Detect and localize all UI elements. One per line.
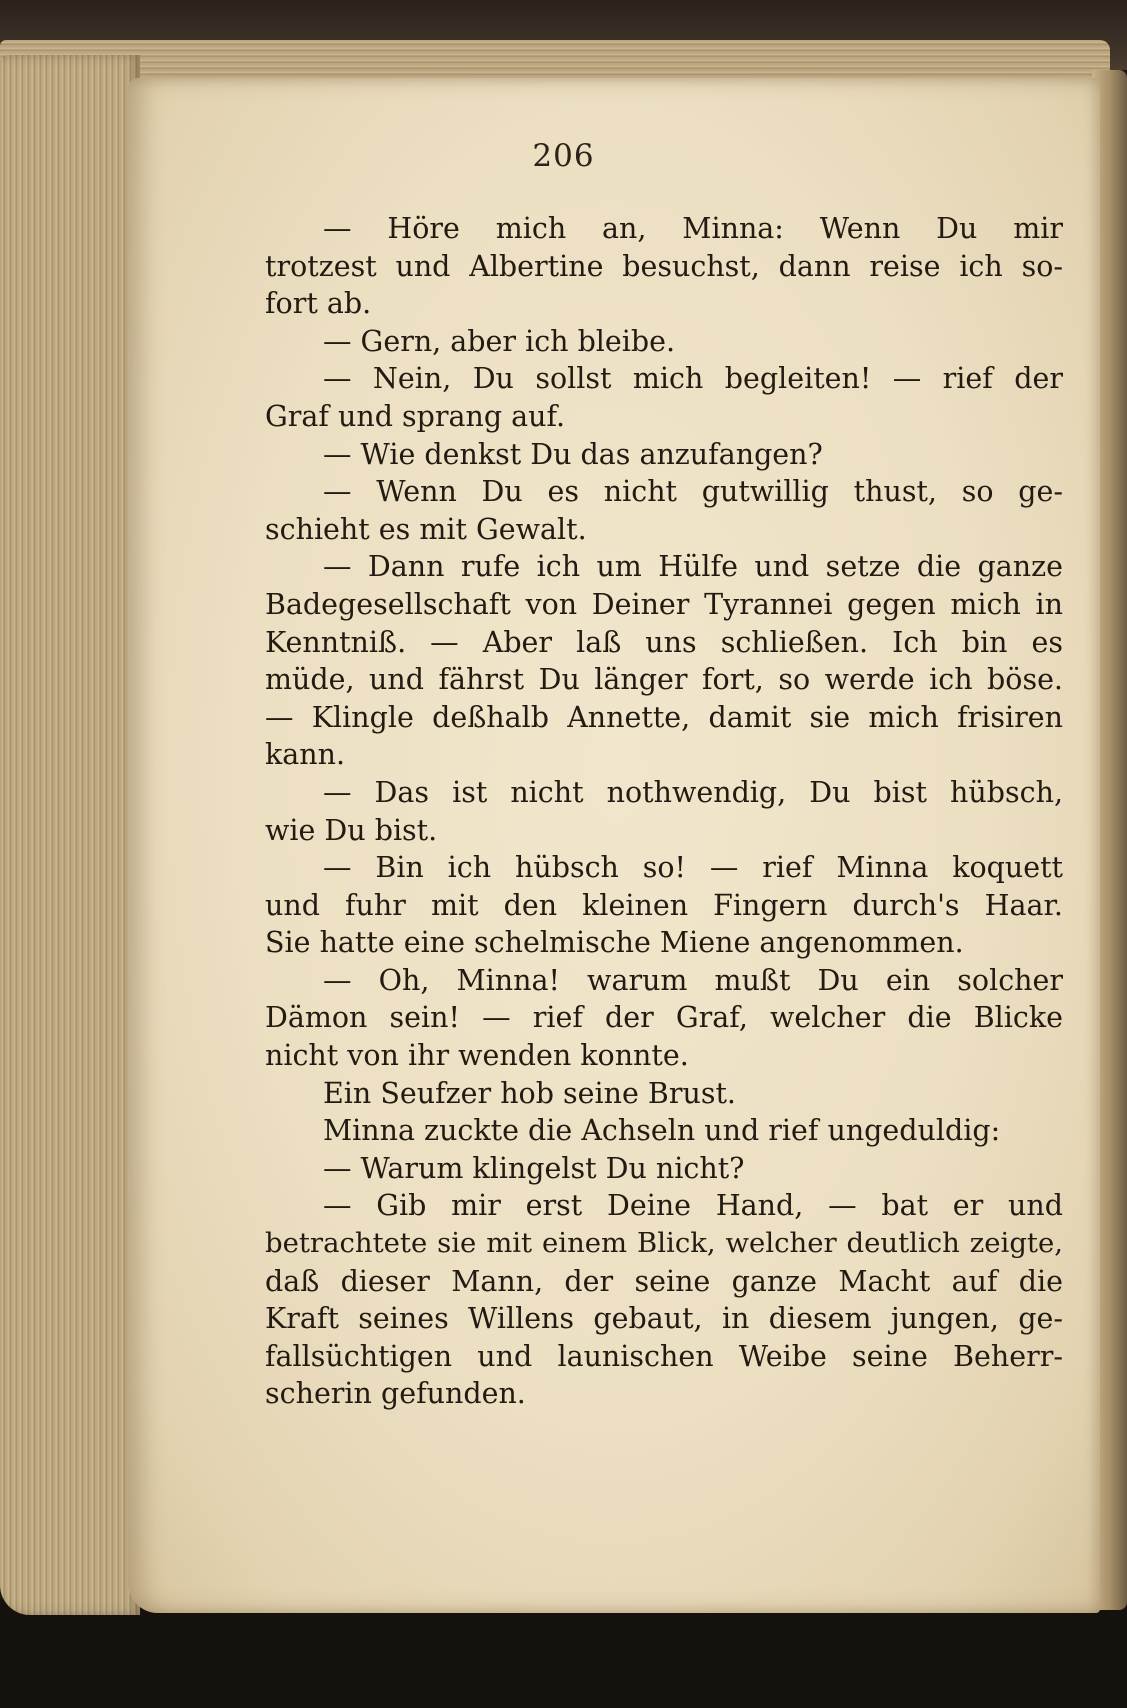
text-line: Sie hatte eine schelmische Miene angenommen.: [265, 926, 964, 960]
text-line: — Bin ich hübsch so! — rief Minna koquett: [323, 851, 1063, 885]
text-line: — Warum klingelst Du nicht?: [323, 1151, 745, 1185]
book-cover-bottom: [0, 1600, 1127, 1708]
text-line: schieht es mit Gewalt.: [265, 512, 587, 546]
text-line: Kraft seines Willens gebaut, in diesem jungen, ge-: [265, 1302, 1063, 1336]
text-line: daß dieser Mann, der seine ganze Macht auf die: [265, 1264, 1063, 1298]
text-line: Graf und sprang auf.: [265, 399, 566, 433]
text-line: scherin gefunden.: [265, 1377, 526, 1411]
text-line: — Dann rufe ich um Hülfe und setze die ganze: [323, 550, 1063, 584]
text-line: Kenntniß. — Aber laß uns schließen. Ich bin es: [265, 625, 1063, 659]
text-line: — Wenn Du es nicht gutwillig thust, so ge-: [323, 475, 1063, 509]
text-line: kann.: [265, 738, 346, 772]
text-line: — Wie denkst Du das anzufangen?: [323, 437, 823, 471]
text-line: müde, und fährst Du länger fort, so werde ich böse.: [265, 663, 1063, 697]
text-line: Dämon sein! — rief der Graf, welcher die Blicke: [265, 1001, 1063, 1035]
text-line: — Gib mir erst Deine Hand, — bat er und: [323, 1189, 1063, 1223]
text-line: fort ab.: [265, 287, 372, 321]
text-line: — Oh, Minna! warum mußt Du ein solcher: [323, 963, 1063, 997]
text-line: und fuhr mit den kleinen Fingern durch's Haar.: [265, 888, 1063, 922]
text-line: — Höre mich an, Minna: Wenn Du mir: [323, 212, 1063, 245]
text-line: — Das ist nicht nothwendig, Du bist hübsch,: [323, 775, 1063, 809]
text-line: fallsüchtigen und launischen Weibe seine Beherr-: [265, 1339, 1063, 1373]
page-text: [265, 210, 1063, 1413]
text-line: betrachtete sie mit einem Blick, welcher deutlich zeigte,: [265, 1227, 1063, 1260]
page-edges-left: [0, 55, 140, 1615]
text-line: Ein Seufzer hob seine Brust.: [323, 1076, 736, 1110]
text-line: — Nein, Du sollst mich begleiten! — rief der: [323, 362, 1063, 396]
page-number: 206: [532, 138, 595, 174]
text-line: nicht von ihr wenden konnte.: [265, 1039, 689, 1073]
text-line: Minna zuckte die Achseln und rief ungeduldig:: [323, 1114, 1001, 1148]
text-line: — Klingle deßhalb Annette, damit sie mich frisiren: [265, 700, 1063, 734]
text-line: Badegesellschaft von Deiner Tyrannei gegen mich in: [265, 587, 1063, 621]
text-line: wie Du bist.: [265, 813, 438, 847]
page-edges-top: [0, 40, 1110, 80]
text-line: — Gern, aber ich bleibe.: [323, 324, 676, 358]
text-line: trotzest und Albertine besuchst, dann reise ich so-: [265, 249, 1063, 283]
